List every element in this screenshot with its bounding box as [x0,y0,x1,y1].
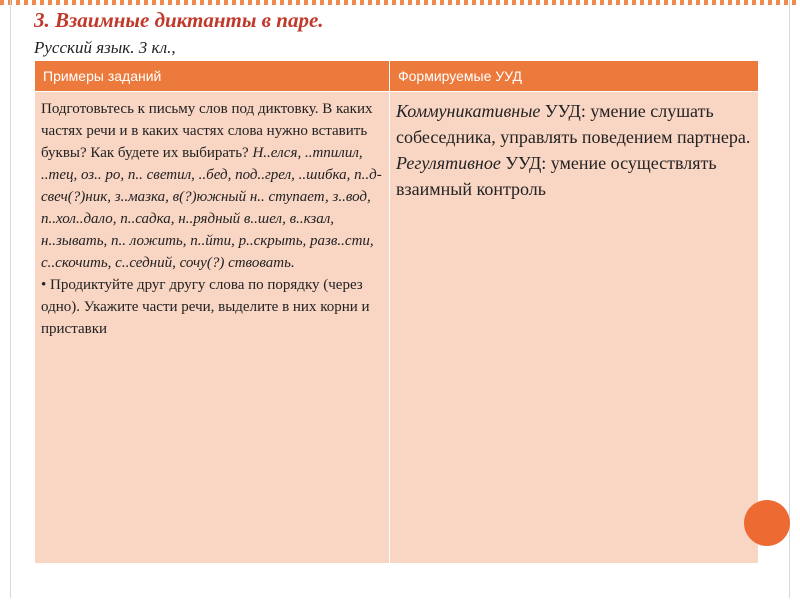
task-intro: Подготовьтесь к письму слов под диктовку. В каких частях речи и в каких частях слова нужно вставить буквы? Как будете их выбирать? [41,101,373,161]
slide-subtitle: Русский язык. 3 кл., [34,38,176,57]
task-bullet: • Продиктуйте друг другу слова по порядку (через одно). Укажите части речи, выделите в них корни и приставки [41,277,370,337]
examples-cell [35,92,390,564]
reg-text: УУД: умение осуществлять взаимный контроль [396,153,717,199]
comm-text: УУД: умение слушать собеседника, управлять поведением партнера. [396,101,751,147]
header-uud: Формируемые УУД [390,61,759,92]
header-examples: Примеры заданий [35,61,390,92]
reg-label: Регулятивное [396,153,501,173]
task-words: Н..елся, ..тпилил, ..тец, оз.. ро, п.. светил, ..бед, под..грел, ..шибка, п..д- свеч(?)ник, з..мазка, в(?)южный н.. ступает, з..вод, п..хол..дало, п..садка, н..рядный в..шел, в..кзал, н..зывать, п.. ложить, п..йти, р..скрыть, разв..сти, с..скочить, с..седний, сочу(?) ствовать. [41,145,382,271]
slide-title: 3. Взаимные диктанты в паре. [34,8,324,32]
comm-label: Коммуникативные [396,101,541,121]
uud-cell [390,92,759,564]
uud-table [34,60,759,564]
decor-circle [744,500,790,546]
